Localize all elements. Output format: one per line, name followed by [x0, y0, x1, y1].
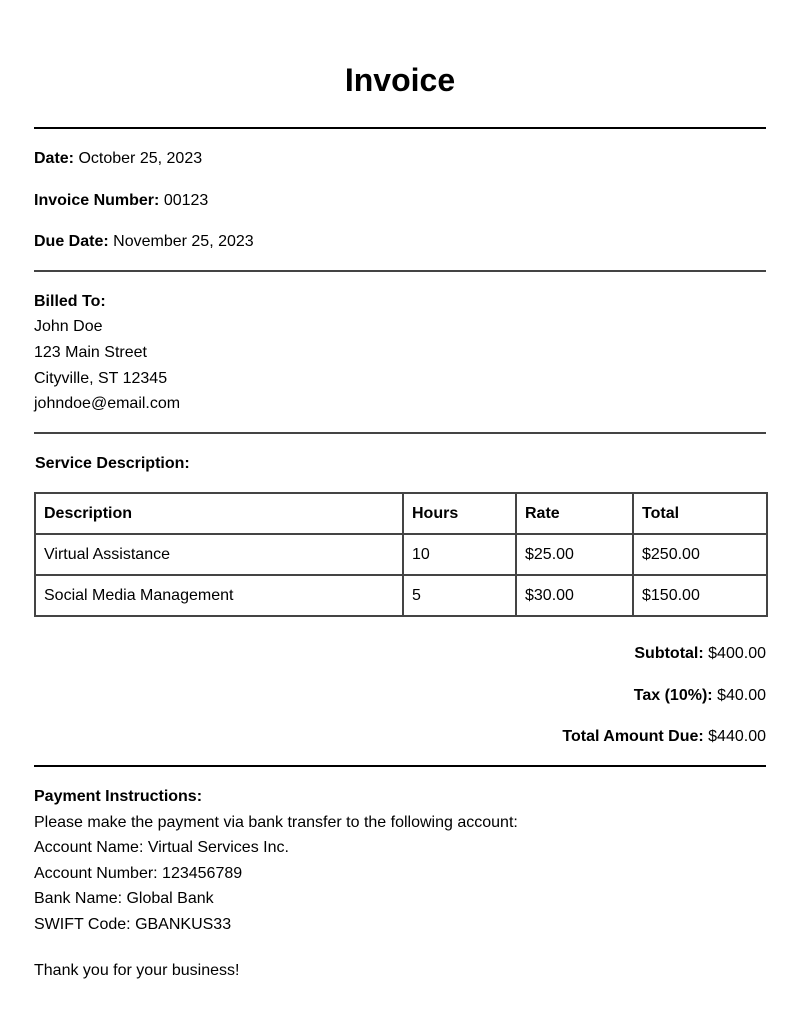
payment-account-name: Account Name: Virtual Services Inc. — [34, 839, 289, 856]
subtotal-line — [634, 644, 766, 664]
cell-description: Virtual Assistance — [35, 534, 403, 575]
due-date-label: Due Date: — [34, 233, 109, 250]
services-table — [34, 492, 768, 617]
divider — [34, 127, 766, 129]
total-due-value: $440.00 — [708, 728, 766, 745]
payment-instructions-heading: Payment Instructions: — [34, 788, 203, 805]
cell-description: Social Media Management — [35, 575, 403, 616]
divider — [34, 432, 766, 434]
column-header-total: Total — [633, 493, 767, 534]
date-label: Date: — [34, 150, 75, 167]
invoice-number-label: Invoice Number: — [34, 192, 160, 209]
column-header-rate: Rate — [516, 493, 633, 534]
due-date-value: November 25, 2023 — [113, 233, 254, 250]
invoice-number-value: 00123 — [163, 192, 209, 209]
service-description-heading: Service Description: — [35, 455, 190, 472]
closing-message: Thank you for your business! — [34, 962, 240, 979]
billed-to-email: johndoe@email.com — [34, 395, 181, 412]
billed-to-street: 123 Main Street — [34, 344, 147, 361]
billed-to-name: John Doe — [34, 318, 103, 335]
cell-rate: $25.00 — [516, 534, 633, 575]
total-due-line — [562, 727, 766, 747]
cell-hours: 5 — [403, 575, 516, 616]
divider — [34, 765, 766, 767]
column-header-hours: Hours — [403, 493, 516, 534]
invoice-number-line — [34, 191, 208, 211]
cell-total: $150.00 — [633, 575, 767, 616]
date-value: October 25, 2023 — [78, 150, 203, 167]
payment-bank-name: Bank Name: Global Bank — [34, 890, 214, 907]
tax-label: Tax (10%): — [633, 687, 713, 704]
subtotal-value: $400.00 — [708, 645, 766, 662]
table-row — [35, 575, 767, 616]
billed-to-heading: Billed To: — [34, 293, 106, 310]
cell-total: $250.00 — [633, 534, 767, 575]
billed-to-city: Cityville, ST 12345 — [34, 370, 168, 387]
cell-rate: $30.00 — [516, 575, 633, 616]
payment-line: Please make the payment via bank transfer to the following account: — [34, 814, 518, 831]
subtotal-label: Subtotal: — [634, 645, 704, 662]
column-header-description: Description — [35, 493, 403, 534]
payment-swift-code: SWIFT Code: GBANKUS33 — [34, 916, 232, 933]
table-header-row — [35, 493, 767, 534]
due-date-line — [34, 232, 254, 252]
payment-account-number: Account Number: 123456789 — [34, 865, 243, 882]
table-row — [35, 534, 767, 575]
divider — [34, 270, 766, 272]
tax-value: $40.00 — [717, 687, 766, 704]
page-title: Invoice — [344, 62, 456, 98]
date-line — [34, 149, 202, 169]
total-due-label: Total Amount Due: — [562, 728, 704, 745]
cell-hours: 10 — [403, 534, 516, 575]
tax-line — [634, 686, 766, 706]
